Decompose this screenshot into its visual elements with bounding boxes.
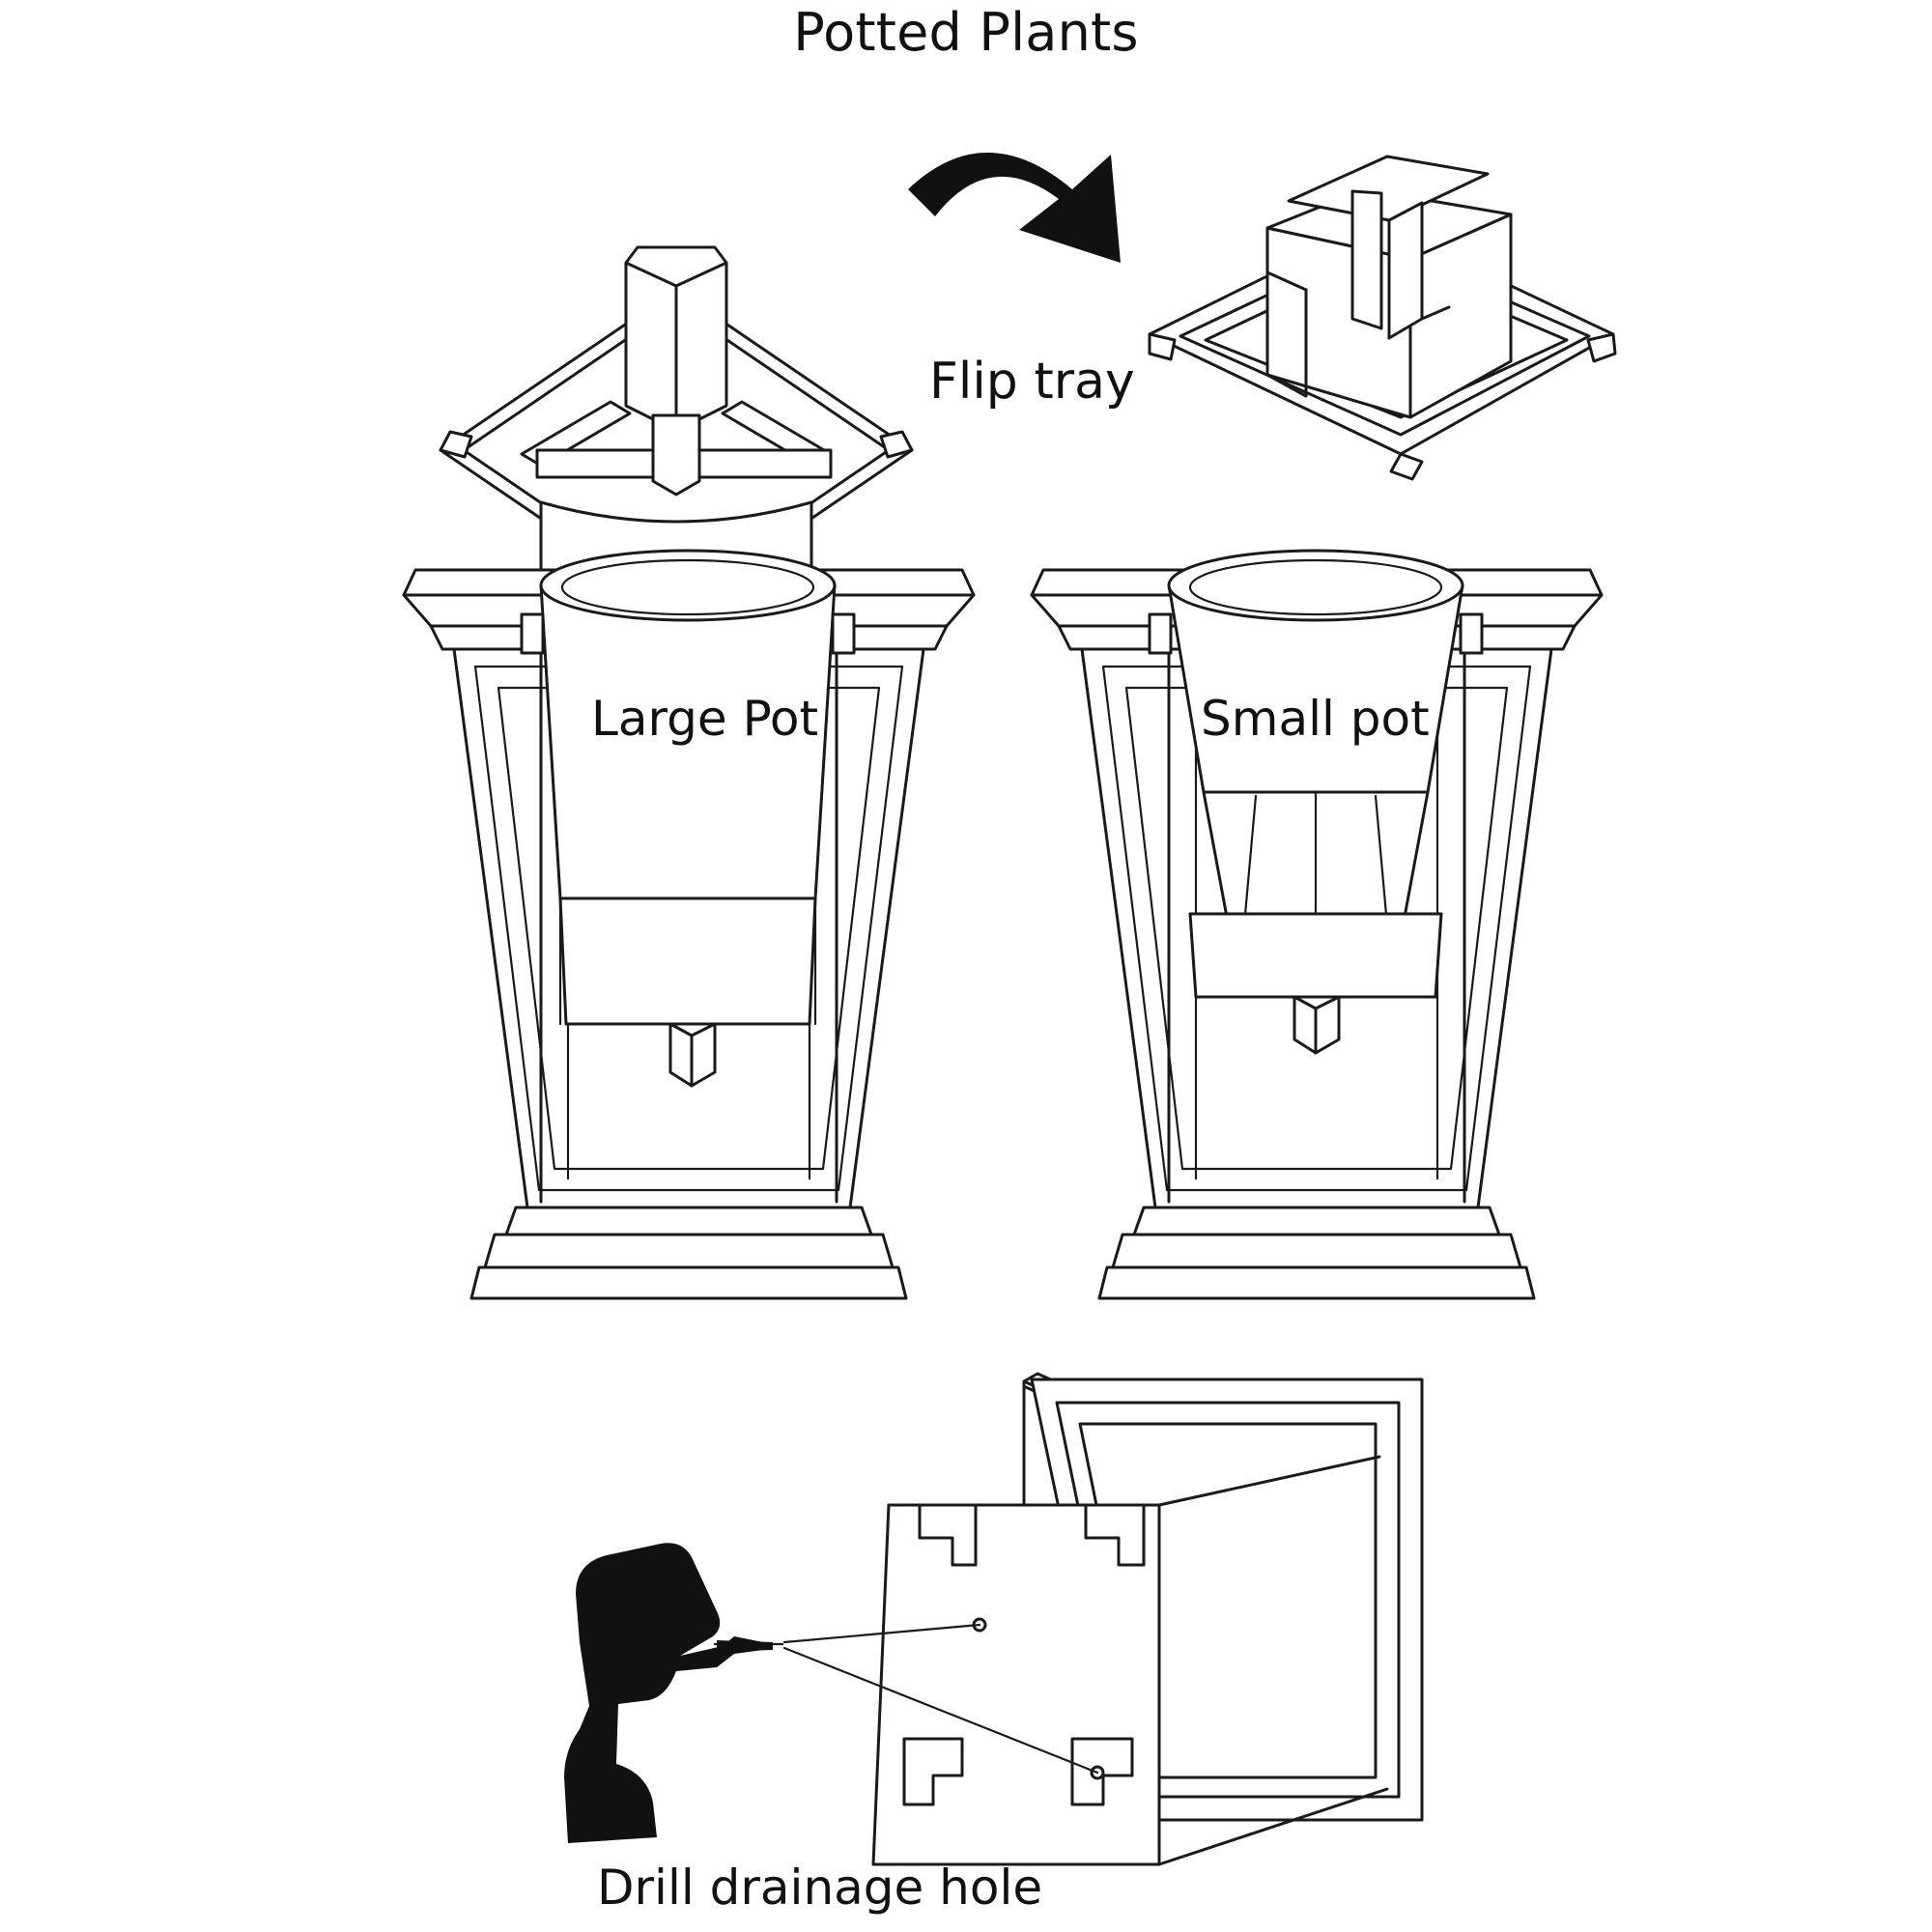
- planter-with-large-pot-icon: [404, 551, 974, 1298]
- step-label-large-pot: Large Pot: [591, 691, 819, 747]
- step-label-flip-tray: Flip tray: [929, 353, 1135, 411]
- drill-icon: [564, 1543, 773, 1843]
- step-label-drill-drainage-hole: Drill drainage hole: [597, 1860, 1043, 1916]
- page-title: Potted Plants: [793, 2, 1139, 63]
- tray-flipped-icon: [1150, 156, 1615, 479]
- planter-with-small-pot-icon: [1032, 551, 1602, 1298]
- step-label-small-pot: Small pot: [1201, 691, 1430, 747]
- curved-arrow-icon: [908, 153, 1121, 263]
- tray-base-icon: [715, 1374, 1422, 1864]
